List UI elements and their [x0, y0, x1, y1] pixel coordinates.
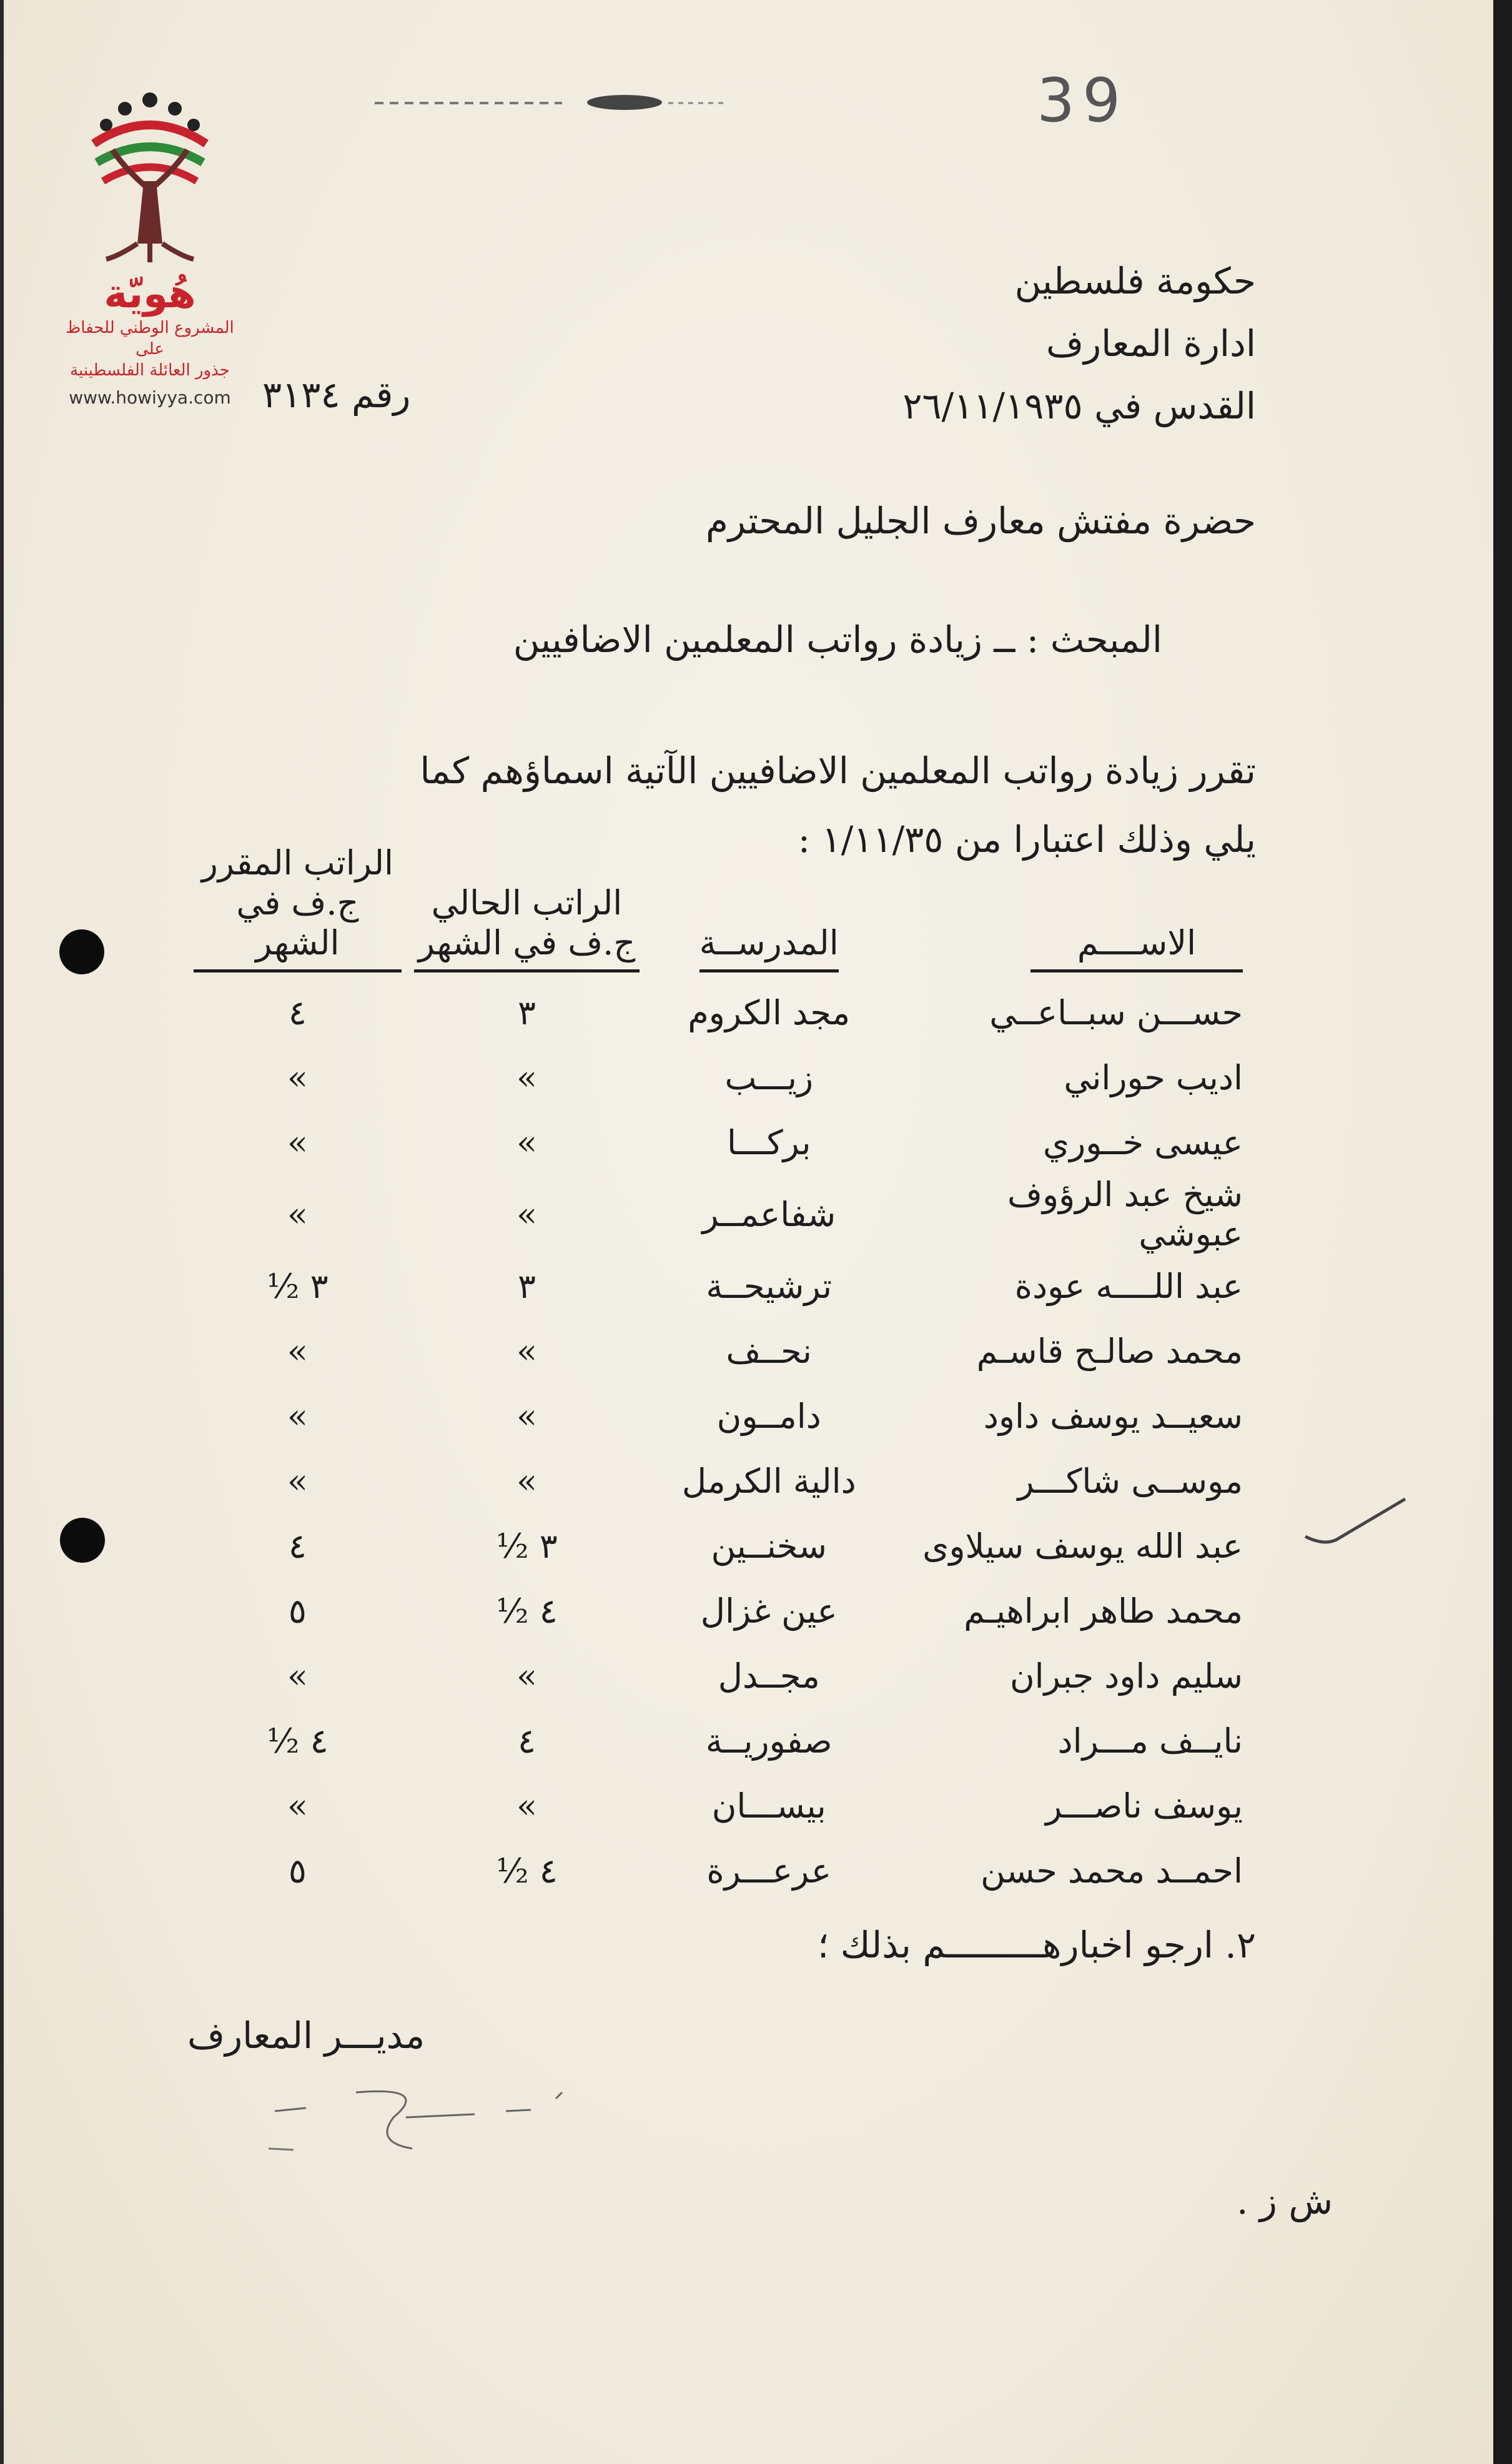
table-row: [187, 1773, 1249, 1838]
school-name: بيســـان: [711, 1786, 826, 1826]
department-name: ادارة المعارف: [1046, 322, 1256, 365]
current-salary: »: [516, 1331, 537, 1371]
body-line-1: تقرر زيادة رواتب المعلمين الاضافيين الآتية اسماؤهم كما: [420, 750, 1256, 792]
letterhead: [902, 250, 1256, 437]
current-salary: »: [516, 1786, 537, 1826]
teacher-name: عيسى خــوري: [1042, 1122, 1243, 1162]
school-name: مجد الكروم: [688, 992, 851, 1032]
current-salary: »: [516, 1057, 537, 1097]
school-name: مجــدل: [718, 1656, 820, 1696]
current-salary: ٤ ½: [496, 1851, 558, 1891]
teacher-name: عبد اللــــه عودة: [1014, 1266, 1243, 1306]
header-new-salary: الراتب المقرر ج.ف في الشهر: [187, 843, 408, 980]
school-name: زيـــب: [724, 1057, 814, 1097]
punch-hole-top: [59, 929, 104, 974]
new-salary: ٥: [288, 1851, 307, 1891]
current-salary: ٤ ½: [496, 1591, 558, 1631]
teacher-name: عبد الله يوسف سيلاوى: [922, 1526, 1243, 1566]
new-salary: »: [287, 1461, 308, 1501]
teacher-name: نايــف مـــراد: [1057, 1721, 1243, 1761]
school-name: دامــون: [716, 1396, 821, 1436]
logo-name: هُويّة: [104, 271, 196, 317]
table-row: [187, 1513, 1249, 1578]
current-salary: ٣ ½: [496, 1526, 558, 1566]
current-salary: ٤: [517, 1721, 536, 1761]
teacher-name: احمــد محمد حسن: [981, 1851, 1243, 1891]
table-row: [187, 1708, 1249, 1773]
current-salary: »: [516, 1122, 537, 1162]
school-name: سخنــين: [711, 1526, 827, 1566]
handwritten-signature: [269, 2074, 581, 2161]
checkmark-icon: [1299, 1487, 1411, 1549]
logo-tagline-2: جذور العائلة الفلسطينية: [70, 361, 230, 380]
scan-edge-left: [0, 0, 4, 2464]
school-name: ترشيحــة: [706, 1266, 833, 1306]
page-number: 39: [1037, 66, 1129, 136]
current-salary: »: [516, 1396, 537, 1436]
table-row: [187, 1045, 1249, 1110]
typist-initials: ش ز .: [1237, 2180, 1333, 2222]
table-row: [187, 1838, 1249, 1903]
school-name: عرعـــرة: [706, 1851, 832, 1891]
new-salary: ٣ ½: [267, 1266, 329, 1306]
scan-edge-right: [1493, 0, 1512, 2464]
family-tree-icon: [81, 87, 219, 269]
new-salary: ٤: [288, 1526, 307, 1566]
teacher-name: شيخ عبد الرؤوف عبوشي: [1007, 1175, 1243, 1254]
logo-url[interactable]: www.howiyya.com: [69, 387, 231, 408]
school-name: بركـــا: [727, 1122, 811, 1162]
current-salary: »: [516, 1194, 537, 1234]
reference-number: رقم ٣١٣٤: [262, 374, 411, 416]
new-salary: »: [287, 1194, 308, 1234]
subject-line: المبحث : ــ زيادة رواتب المعلمين الاضافيين: [513, 618, 1162, 661]
new-salary: »: [287, 1331, 308, 1371]
school-name: عين غزال: [700, 1591, 838, 1631]
table-header-row: [187, 843, 1249, 980]
punch-hole-bottom: [60, 1518, 105, 1563]
stamp-smudge: [375, 94, 724, 112]
school-name: نحــف: [726, 1331, 812, 1371]
school-name: صفوريــة: [705, 1721, 833, 1761]
new-salary: »: [287, 1786, 308, 1826]
teacher-name: حســـن سبــاعــي: [989, 992, 1243, 1032]
school-name: دالية الكرمل: [681, 1461, 856, 1501]
table-row: [187, 1578, 1249, 1643]
teacher-name: سعيــد يوسف داود: [983, 1396, 1243, 1436]
current-salary: »: [516, 1461, 537, 1501]
teacher-name: سليم داود جبران: [1010, 1656, 1243, 1696]
new-salary: »: [287, 1656, 308, 1696]
closing-line: ٢. ارجو اخبارهـــــــــم بذلك ؛: [817, 1924, 1256, 1966]
table-row: [187, 1448, 1249, 1513]
current-salary: ٣: [517, 1266, 536, 1306]
teacher-name: يوسف ناصـــر: [1045, 1786, 1243, 1826]
new-salary: »: [287, 1396, 308, 1436]
teacher-name: موســى شاكـــر: [1017, 1461, 1243, 1501]
new-salary: ٥: [288, 1591, 307, 1631]
new-salary: ٤ ½: [267, 1721, 329, 1761]
logo-tagline-1: المشروع الوطني للحفاظ على: [66, 319, 234, 359]
header-name: الاســــم: [892, 843, 1249, 980]
header-current-salary: الراتب الحالي ج.ف في الشهر: [408, 843, 646, 980]
table-row: [187, 1319, 1249, 1383]
table-row: [187, 1383, 1249, 1448]
current-salary: »: [516, 1656, 537, 1696]
salary-table: [187, 843, 1249, 1903]
body-line-2: يلي وذلك اعتبارا من ١/١١/٣٥ :: [798, 818, 1256, 861]
salutation: حضرة مفتش معارف الجليل المحترم: [705, 500, 1256, 542]
header-school: المدرســة: [646, 843, 892, 980]
current-salary: ٣: [517, 992, 536, 1032]
school-name: شفاعمــر: [702, 1194, 836, 1234]
place-date: القدس في ٢٦/١١/١٩٣٥: [902, 385, 1256, 427]
table-row: [187, 1254, 1249, 1319]
table-row: [187, 1643, 1249, 1708]
table-row: [187, 1110, 1249, 1175]
teacher-name: اديب حوراني: [1064, 1057, 1243, 1097]
new-salary: »: [287, 1057, 308, 1097]
teacher-name: محمد طاهر ابراهيـم: [964, 1591, 1243, 1631]
new-salary: »: [287, 1122, 308, 1162]
table-row: [187, 1175, 1249, 1254]
government-name: حكومة فلسطين: [1014, 260, 1256, 302]
howiyya-logo: [50, 87, 250, 425]
teacher-name: محمد صالـح قاسـم: [976, 1331, 1243, 1371]
new-salary: ٤: [288, 992, 307, 1032]
signature-title: مديـــر المعارف: [187, 2014, 425, 2057]
table-row: [187, 980, 1249, 1045]
